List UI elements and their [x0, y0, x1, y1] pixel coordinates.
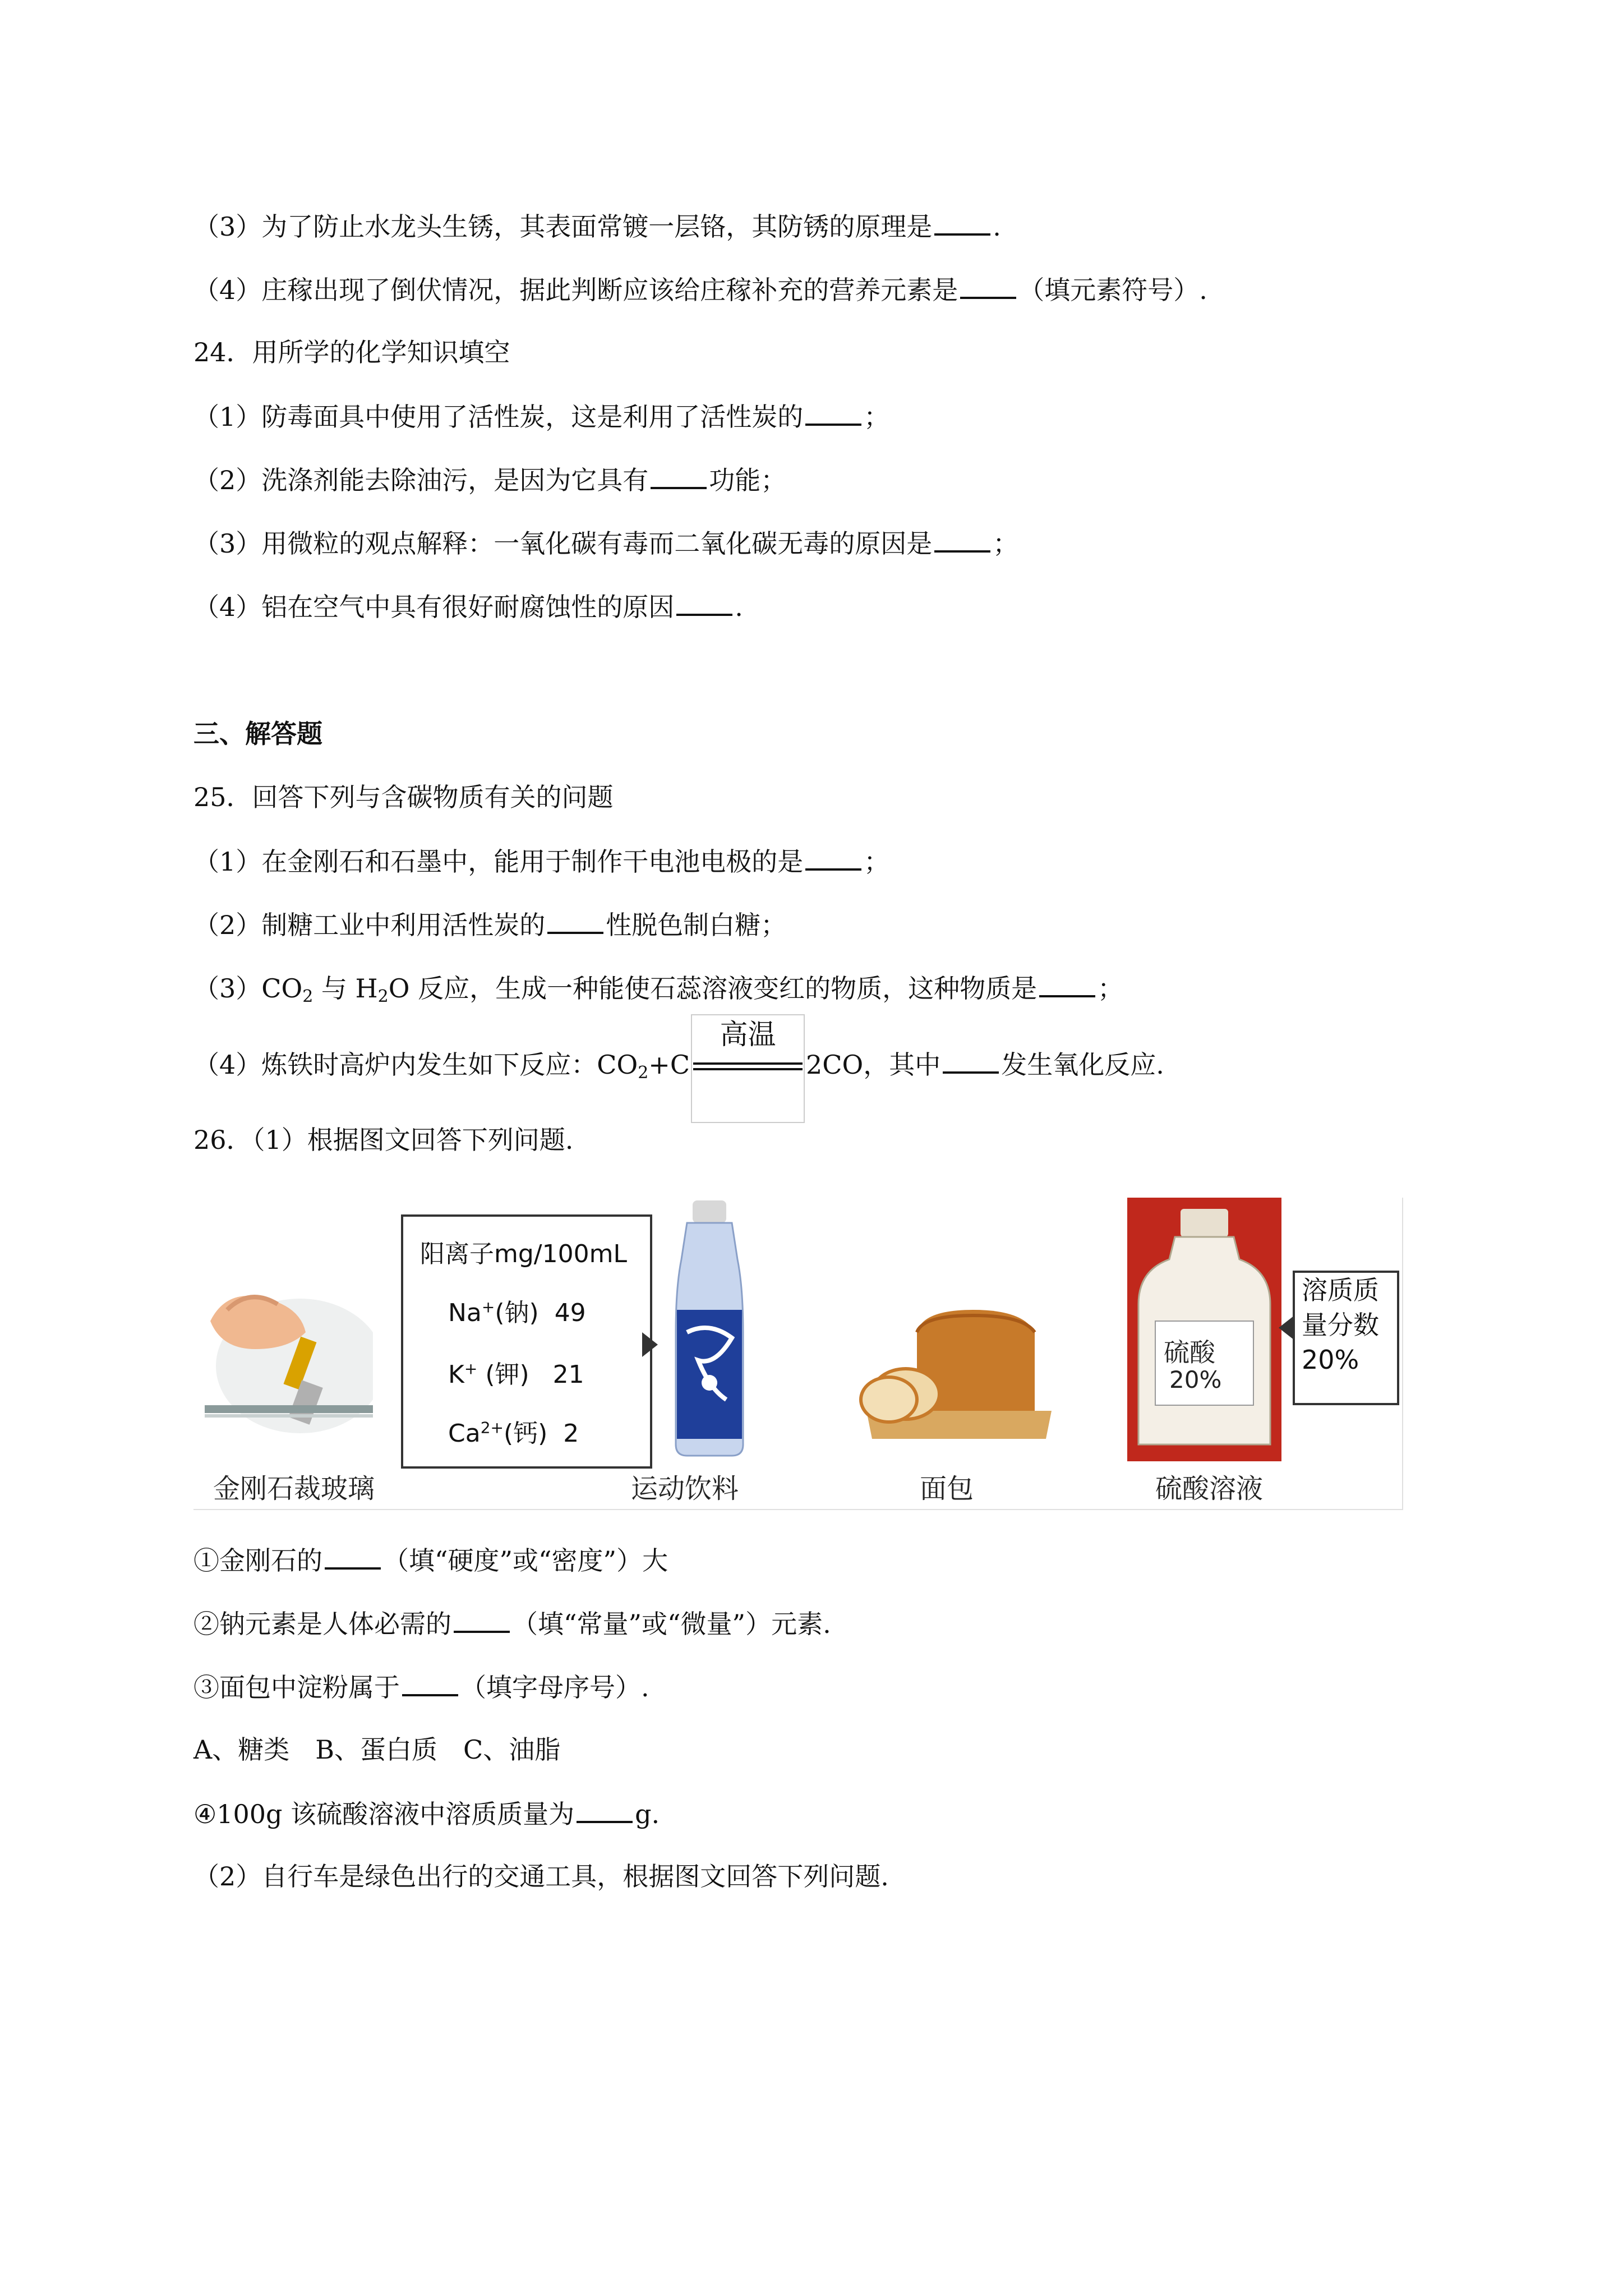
text: ①金刚石的 — [193, 1545, 322, 1576]
text: g. — [635, 1799, 660, 1829]
answer-blank[interactable] — [577, 1796, 633, 1823]
ion-value: 21 — [552, 1360, 584, 1389]
sulfuric-acid-bottle-image — [1127, 1198, 1281, 1461]
text: （4）庄稼出现了倒伏情况，据此判断应该给庄稼补充的营养元素是 — [193, 275, 958, 305]
bread-image — [855, 1299, 1063, 1444]
text: 功能； — [709, 465, 787, 495]
text: A、糖类 B、蛋白质 C、油脂 — [193, 1734, 561, 1765]
line-q25-4 — [193, 1018, 1164, 1090]
ion-charge: 2+ — [480, 1418, 504, 1437]
answer-blank[interactable] — [960, 272, 1016, 299]
answer-blank[interactable] — [547, 907, 603, 934]
sports-drink-bottle-image — [665, 1198, 754, 1461]
question-26-title — [193, 1123, 573, 1157]
answer-blank[interactable] — [454, 1606, 510, 1633]
caption-sulfuric-acid: 硫酸溶液 — [1155, 1473, 1264, 1504]
text: （4）炼铁时高炉内发生如下反应：CO — [193, 1050, 638, 1080]
bottle-label-percent: 20% — [1169, 1366, 1222, 1393]
ion-charge: + — [481, 1297, 495, 1317]
ion-value: 49 — [554, 1299, 586, 1327]
answer-blank[interactable] — [943, 1047, 999, 1074]
text: ； — [1098, 973, 1124, 1004]
text: （3）为了防止水龙头生锈，其表面常镀一层铬，其防锈的原理是 — [193, 211, 933, 242]
line-q24-1 — [193, 399, 889, 434]
text: ②钠元素是人体必需的 — [193, 1609, 451, 1639]
text: （4）铝在空气中具有很好耐腐蚀性的原因 — [193, 592, 675, 622]
text: . — [993, 211, 1001, 242]
text: ④100g 该硫酸溶液中溶质质量为 — [193, 1799, 575, 1829]
bottle-label-name: 硫酸 — [1164, 1337, 1215, 1368]
section-heading — [193, 717, 322, 751]
text: （3）用微粒的观点解释：一氧化碳有毒而二氧化碳无毒的原因是 — [193, 528, 933, 559]
text: O 反应，生成一种能使石蕊溶液变红的物质，这种物质是 — [388, 973, 1038, 1004]
line-q23-3 — [193, 209, 1001, 243]
line-q26-4 — [193, 1796, 660, 1831]
line-q26-3 — [193, 1669, 649, 1704]
note-line: 20% — [1302, 1345, 1359, 1375]
answer-blank[interactable] — [805, 399, 861, 426]
line-q26-options — [193, 1733, 560, 1766]
line-q25-3 — [193, 970, 1123, 1014]
line-q23-4 — [193, 272, 1207, 307]
reaction-condition: 高温 — [720, 1018, 776, 1051]
text: 三、解答题 — [193, 719, 322, 749]
line-q26-1 — [193, 1543, 668, 1577]
speech-pointer — [1279, 1315, 1294, 1340]
equals-line — [693, 1068, 803, 1070]
text: （3）CO — [193, 973, 303, 1004]
text: 2CO，其中 — [806, 1050, 941, 1080]
text: 25．回答下列与含碳物质有关的问题 — [193, 782, 614, 812]
question-24-title — [193, 335, 510, 369]
caption-bread: 面包 — [920, 1473, 974, 1504]
line-q24-3 — [193, 526, 1018, 560]
note-line: 量分数 — [1302, 1310, 1379, 1340]
subscript: 2 — [302, 987, 313, 1006]
line-q26-part2 — [193, 1860, 889, 1893]
text: （2）洗涤剂能去除油污，是因为它具有 — [193, 465, 649, 495]
text: +C — [648, 1050, 690, 1080]
note-line: 溶质质 — [1302, 1275, 1379, 1305]
question-25-title — [193, 780, 614, 814]
ion-row-sodium — [448, 1292, 586, 1328]
ion-charge: + — [464, 1359, 478, 1378]
text: （2）自行车是绿色出行的交通工具，根据图文回答下列问题. — [193, 1861, 889, 1892]
text: ； — [864, 846, 890, 877]
answer-blank[interactable] — [676, 589, 732, 616]
answer-blank[interactable] — [402, 1669, 458, 1696]
text: （1）在金刚石和石墨中，能用于制作干电池电极的是 — [193, 846, 804, 877]
ion-symbol: K — [448, 1360, 464, 1389]
answer-blank[interactable] — [934, 209, 990, 236]
ion-symbol: Ca — [448, 1419, 481, 1448]
text: （填“常量”或“微量”）元素. — [512, 1609, 831, 1639]
answer-blank[interactable] — [325, 1543, 381, 1570]
ion-row-calcium — [448, 1413, 579, 1449]
text: 24．用所学的化学知识填空 — [193, 337, 510, 367]
answer-blank[interactable] — [934, 526, 990, 553]
caption-sports-drink: 运动饮料 — [631, 1473, 739, 1504]
text: . — [735, 592, 743, 622]
equals-line — [693, 1062, 803, 1065]
ion-value: 2 — [563, 1419, 579, 1448]
ion-content-table — [401, 1214, 652, 1469]
subscript: 2 — [638, 1063, 649, 1083]
text: （填字母序号）. — [460, 1672, 649, 1703]
text: ； — [864, 402, 890, 432]
text: （填“硬度”或“密度”）大 — [383, 1545, 668, 1576]
text: 性脱色制白糖； — [606, 910, 787, 940]
answer-blank[interactable] — [651, 462, 707, 489]
table-title: 阳离子mg/100mL — [420, 1240, 627, 1268]
question-figure — [193, 1198, 1405, 1512]
line-q24-4 — [193, 589, 743, 624]
text: 发生氧化反应. — [1001, 1050, 1164, 1080]
caption-diamond: 金刚石裁玻璃 — [213, 1473, 375, 1504]
answer-blank[interactable] — [1039, 970, 1095, 997]
speech-pointer — [642, 1332, 658, 1357]
text: （填元素符号）. — [1018, 275, 1207, 305]
answer-blank[interactable] — [805, 844, 861, 871]
mass-fraction-note — [1293, 1271, 1399, 1405]
line-q24-2 — [193, 462, 786, 497]
reaction-arrow — [693, 1018, 803, 1084]
text: 与 H — [313, 973, 378, 1004]
text: ③面包中淀粉属于 — [193, 1672, 400, 1703]
subscript: 2 — [377, 987, 389, 1006]
text: ； — [993, 528, 1019, 559]
ion-row-potassium — [448, 1354, 584, 1390]
line-q26-2 — [193, 1606, 831, 1641]
line-q25-2 — [193, 907, 786, 942]
text: （2）制糖工业中利用活性炭的 — [193, 910, 546, 940]
text: （1）防毒面具中使用了活性炭，这是利用了活性炭的 — [193, 402, 804, 432]
diamond-cutting-glass-image — [193, 1254, 373, 1444]
ion-name: (钠) — [495, 1299, 539, 1327]
text: 26．（1）根据图文回答下列问题. — [193, 1125, 574, 1155]
line-q25-1 — [193, 844, 889, 878]
ion-name: (钙) — [503, 1419, 548, 1448]
ion-symbol: Na — [448, 1299, 482, 1327]
ion-name: (钾) — [485, 1360, 529, 1389]
